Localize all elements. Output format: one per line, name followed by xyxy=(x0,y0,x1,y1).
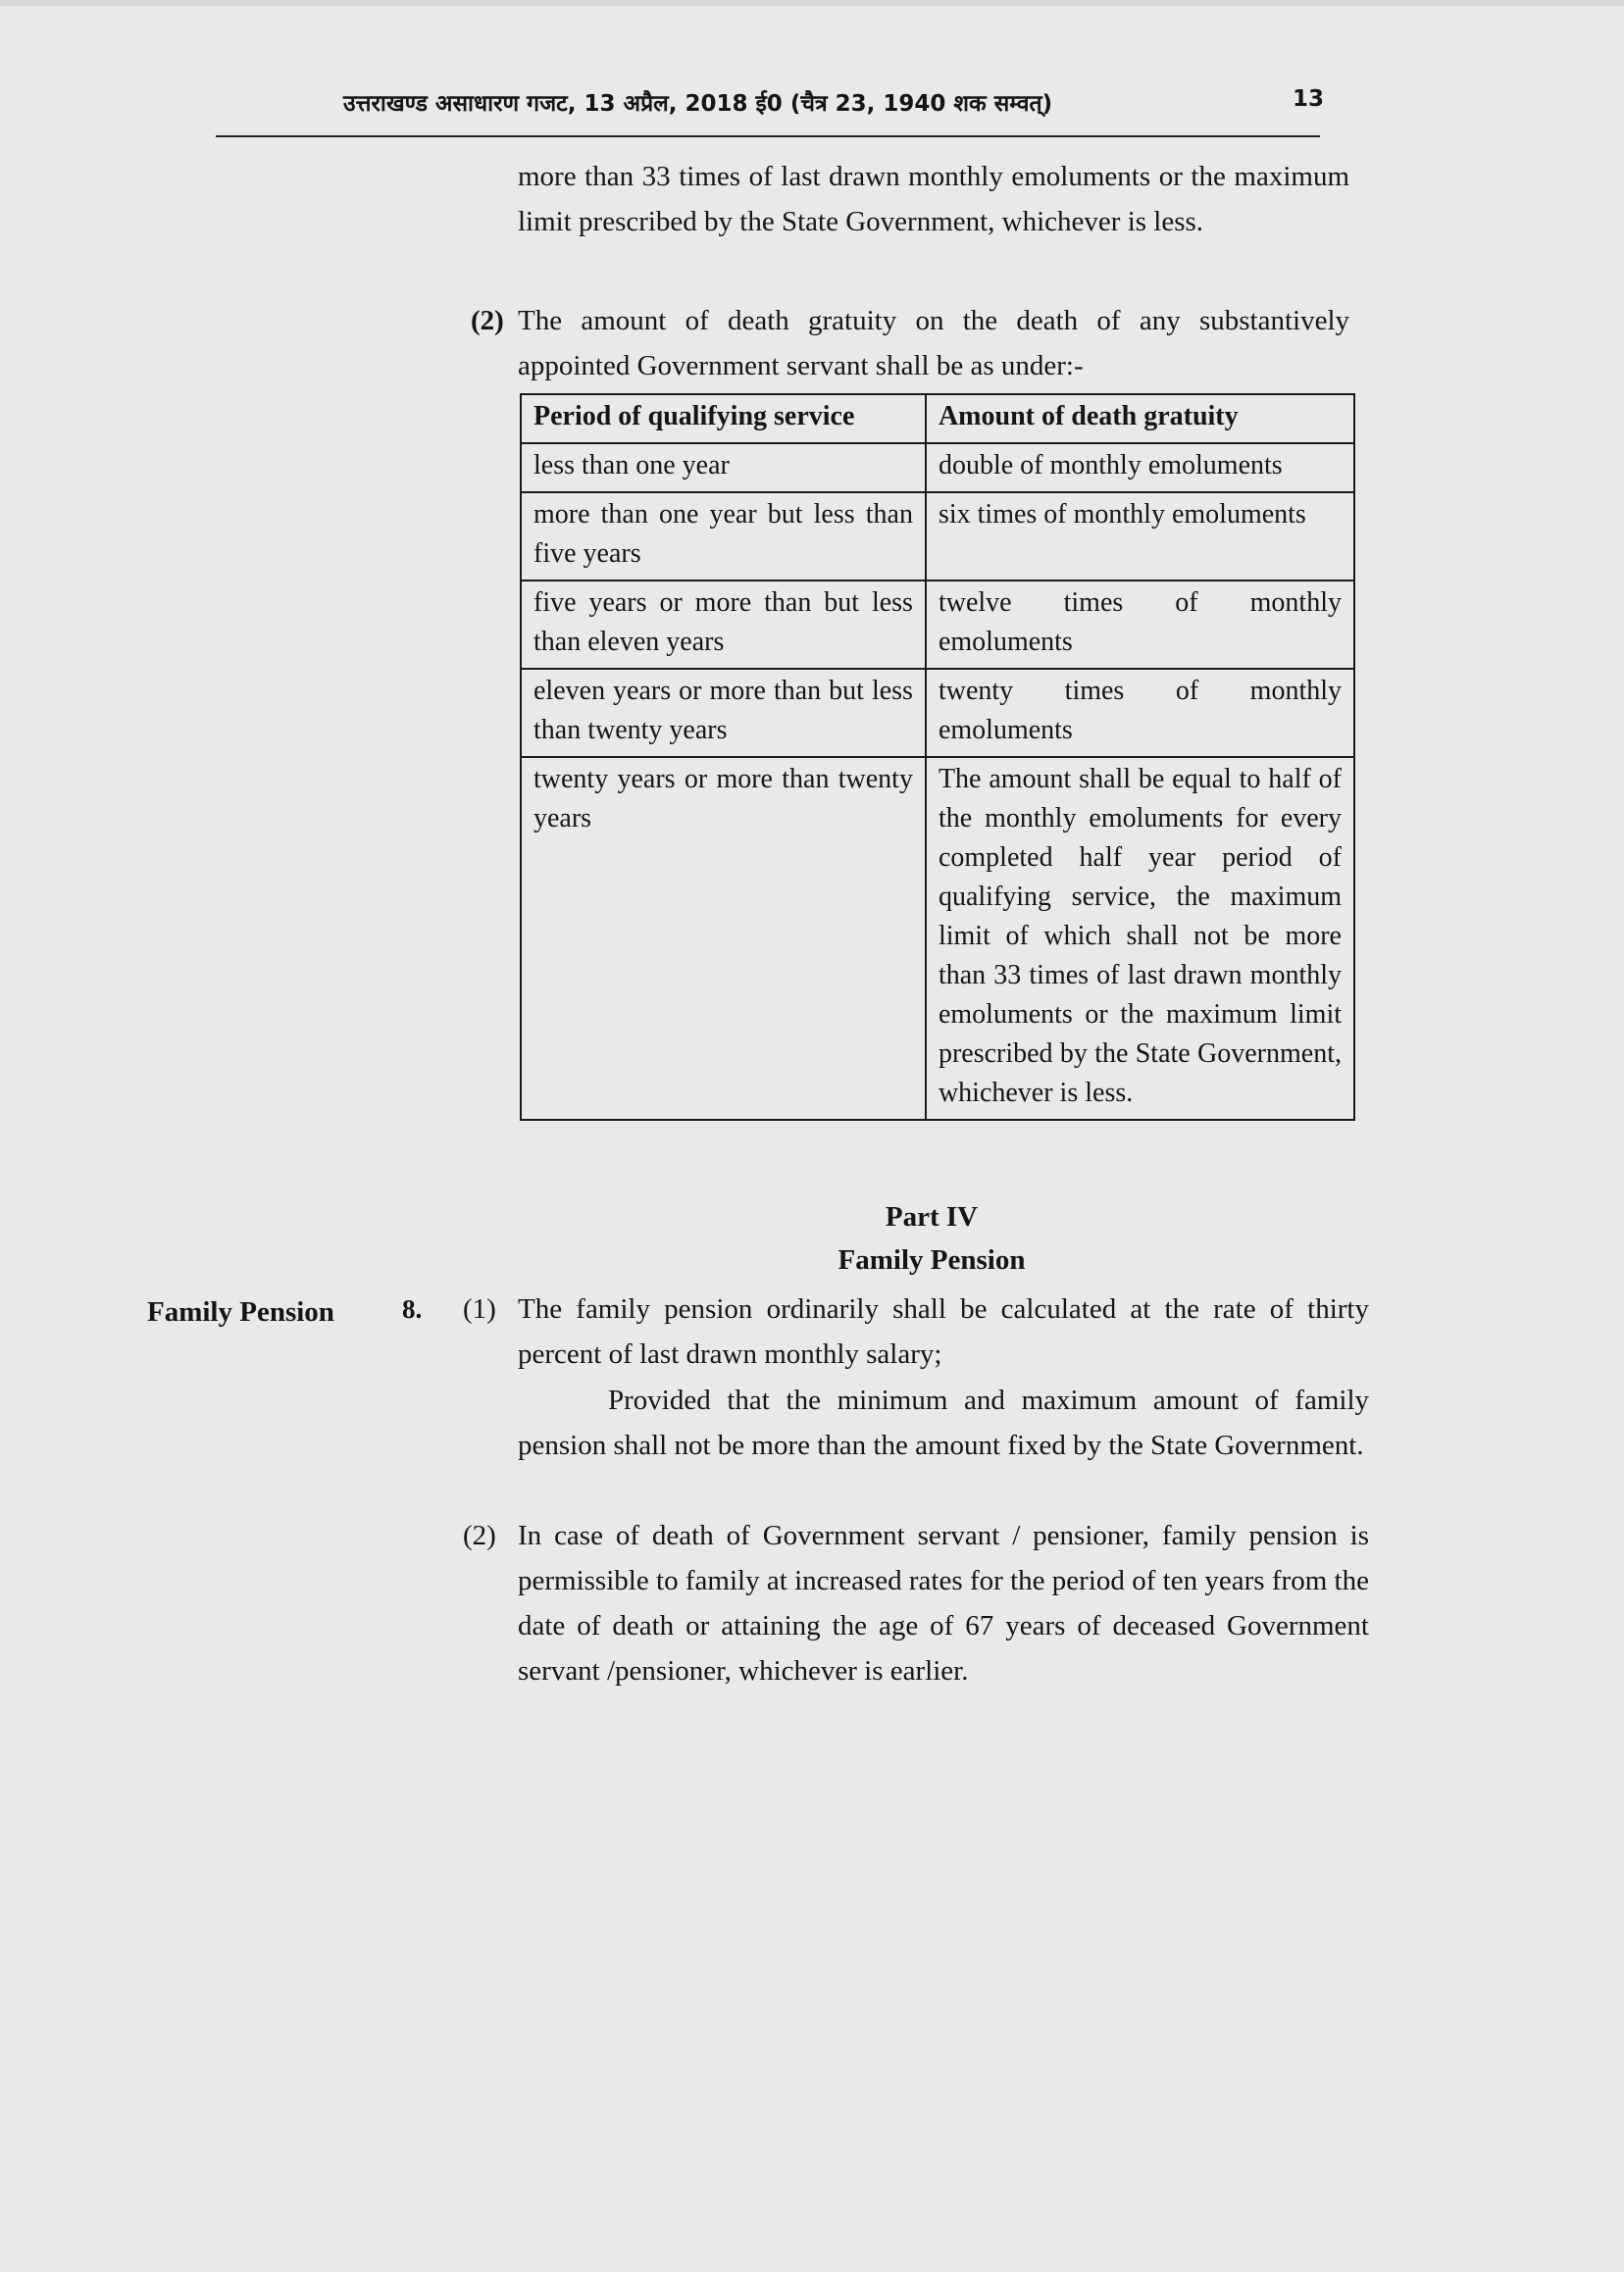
page-number: 13 xyxy=(1293,86,1325,112)
table-cell-amount: six times of monthly emoluments xyxy=(926,492,1354,581)
part-title: Family Pension xyxy=(837,1244,1026,1276)
table-row xyxy=(521,492,1354,581)
table-row xyxy=(521,581,1354,669)
table-cell-amount: twenty times of monthly emoluments xyxy=(926,669,1354,757)
death-gratuity-table xyxy=(520,393,1355,1121)
clause-2-number: (2) xyxy=(471,305,504,336)
rule-number: 8. xyxy=(402,1294,423,1324)
table-header-row xyxy=(521,394,1354,443)
table-cell-amount: The amount shall be equal to half of the monthly emoluments for every completed half year period of qualifying service, the maximum limit of which shall not be more than 33 times of last drawn monthly emoluments or the maximum limit prescribed by the State Government, whichever is less. xyxy=(926,757,1354,1120)
table-cell-period: more than one year but less than five years xyxy=(521,492,926,581)
table-cell-period: twenty years or more than twenty years xyxy=(521,757,926,1120)
page-top-edge xyxy=(0,0,1624,6)
table-row xyxy=(521,443,1354,492)
clause-2-text: The amount of death gratuity on the death of any substantively appointed Government servant shall be as under:- xyxy=(518,305,1349,381)
table-header-amount: Amount of death gratuity xyxy=(926,394,1354,443)
rule-8-proviso: Provided that the minimum and maximum amount of family pension shall not be more than the amount fixed by the State Government. xyxy=(518,1385,1369,1461)
table-header-period: Period of qualifying service xyxy=(521,394,926,443)
table-cell-amount: twelve times of monthly emoluments xyxy=(926,581,1354,669)
table-cell-period: five years or more than but less than eleven years xyxy=(521,581,926,669)
gratuity-continuation-text: more than 33 times of last drawn monthly emoluments or the maximum limit prescribed by the State Government, whichever is less. xyxy=(518,161,1349,237)
gazette-header xyxy=(216,86,1324,126)
table-cell-period: eleven years or more than but less than twenty years xyxy=(521,669,926,757)
table-row xyxy=(521,757,1354,1120)
table-row xyxy=(521,669,1354,757)
rule-8-clause-1-number: (1) xyxy=(463,1293,496,1325)
gazette-header-text: उत्तराखण्ड असाधारण गजट, 13 अप्रैल, 2018 ई0 (चैत्र 23, 1940 शक सम्वत्) xyxy=(343,91,1053,117)
header-rule xyxy=(216,135,1320,137)
rule-8-clause-2-text: In case of death of Government servant / pensioner, family pension is permissible to family at increased rates for the period of ten years from the date of death or attaining the age of 67 years of deceased Government servant /pensioner, whichever is earlier. xyxy=(518,1520,1369,1687)
side-heading-family-pension: Family Pension xyxy=(147,1296,334,1328)
table-cell-period: less than one year xyxy=(521,443,926,492)
table-cell-amount: double of monthly emoluments xyxy=(926,443,1354,492)
rule-8-clause-1-text: The family pension ordinarily shall be calculated at the rate of thirty percent of last drawn monthly salary; xyxy=(518,1293,1369,1370)
part-number: Part IV xyxy=(885,1201,979,1233)
rule-8-clause-2-number: (2) xyxy=(463,1520,496,1551)
